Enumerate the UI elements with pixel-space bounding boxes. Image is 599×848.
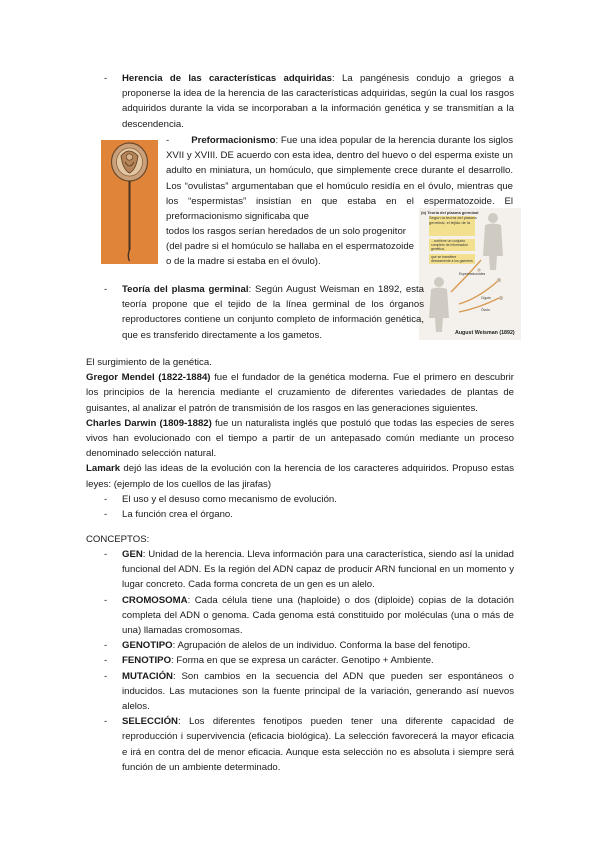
- bullet-dash: -: [104, 493, 108, 505]
- concept-item-genotipo: [104, 638, 514, 653]
- label-ovum: Óvulo: [481, 308, 490, 312]
- concept-body: [122, 547, 514, 593]
- bullet-dash: -: [104, 509, 108, 521]
- caption-line: (b) Teoría del plasma germinal: [421, 210, 479, 215]
- herencia-title: Herencia de las características adquiridas: [122, 73, 333, 84]
- figure-label-2: que se transfiere directamente a los gametos.: [431, 255, 474, 263]
- concept-term: GEN: [122, 549, 143, 560]
- concept-body: [122, 714, 514, 775]
- label-sperm: Espermatozoides: [459, 272, 486, 276]
- mendel-name: Gregor Mendel (1822-1884): [86, 372, 211, 384]
- concept-term: SELECCIÓN: [122, 716, 178, 728]
- plasma-paragraph: [122, 282, 424, 343]
- conceptos-heading: CONCEPTOS:: [86, 534, 150, 545]
- preformacionismo-text: : Fue una idea popular de la herencia durante los siglos XVII y XVIII. DE acuerdo con esta idea, dentro del huevo o del esperma existe un adulto en miniatura, un homúculo, que simplemente crece durante el desarrollo. Los “ovulistas” argumentaban que el homúculo residía en el óvulo, mientras que los “espermistas” insistían en que estaba en el espermatozoide. El preformacionismo significaba que: [166, 135, 513, 223]
- surgimiento-section: [86, 355, 514, 522]
- homunculus-image: [101, 140, 158, 264]
- herencia-text: : La pangénesis condujo a griegos a proponerse la idea de la herencia de las características adquiridas, según la cual los rasgos adquiridos durante la vida se incorporaban a la información genética y se transmitían a la descendencia.: [122, 73, 514, 130]
- concept-item-seleccion: [104, 714, 514, 775]
- figure-caption: [421, 210, 479, 225]
- concept-body: [122, 638, 514, 653]
- plasma-title: Teoría del plasma germinal: [122, 284, 249, 295]
- concept-text: : Los diferentes fenotipos pueden tener una diferente capacidad de reproducción i supervivencia (eficacia biológica). La selección favorecerá la mayor eficacia e irá en contra del de menor eficacia. Aunque esta selección no es absoluta i siempre será función de un ambiente determinado.: [122, 716, 514, 773]
- plasma-text: : Según August Weisman en 1892, esta teoría propone que el tejido de la línea germinal de los órganos reproductores contiene un conjunto completo de información genética, que es transferido directamente a los gametos.: [122, 284, 424, 341]
- label-zygote: Cigoto: [481, 296, 491, 300]
- bullet-dash: -: [104, 640, 108, 652]
- darwin-text: fue un naturalista inglés que postuló que todas las especies de seres vivos han evolucionado con el tiempo a partir de un antepasado común mediante un proceso denominado selección natural.: [86, 417, 514, 460]
- concept-item-cromosoma: [104, 593, 514, 639]
- mendel-paragraph: [86, 370, 514, 416]
- concept-term: MUTACIÓN: [122, 670, 173, 682]
- concept-text: : Son cambios en la secuencia del ADN que pueden ser espontáneos o inducidos. Las mutaciones son la fuente principal de la variación, generando así nuevos alelos.: [122, 670, 514, 713]
- bullet-dash: -: [166, 135, 170, 146]
- concept-term: GENOTIPO: [122, 640, 173, 652]
- bullet-dash: -: [104, 594, 108, 606]
- bullet-dash: -: [104, 716, 108, 728]
- concept-body: [122, 669, 514, 715]
- concept-text: : Unidad de la herencia. Lleva información para una característica, siendo así la unidad funcional del ADN. Es la región del ADN capaz de producir ARN funcional en un momento y lugar concreto. Cada forma concreta de un gen es un alelo.: [122, 549, 514, 591]
- bullet-dash: -: [104, 670, 108, 682]
- bullet-plasma-germinal: [104, 282, 424, 343]
- concept-term: CROMOSOMA: [122, 594, 188, 606]
- concept-text: : Agrupación de alelos de un individuo. Conforma la base del fenotipo.: [172, 640, 471, 652]
- darwin-paragraph: [86, 416, 514, 462]
- herencia-paragraph: [122, 71, 514, 132]
- concept-text: : Forma en que se expresa un carácter. Genotipo + Ambiente.: [171, 655, 434, 667]
- figure-credit: August Weisman (1892): [455, 330, 515, 336]
- concept-item-gen: [104, 547, 514, 593]
- darwin-name: Charles Darwin (1809-1882): [86, 417, 212, 429]
- bullet-dash: -: [104, 284, 108, 295]
- lamark-text: dejó las ideas de la evolución con la herencia de los caracteres adquiridos. Propuso estas leyes: (ejemplo de los cuellos de las jirafas): [86, 463, 514, 490]
- ley-text: El uso y el desuso como mecanismo de evolución.: [122, 493, 337, 505]
- concept-body: [122, 653, 514, 668]
- surgimiento-heading: El surgimiento de la genética.: [86, 357, 212, 368]
- figure-label-1: ...contiene un conjunto completo de información genética,: [431, 239, 468, 251]
- concept-item-mutacion: [104, 669, 514, 715]
- concept-term: FENOTIPO: [122, 655, 172, 667]
- caption-line: Según la teoría del plasma: [429, 215, 477, 220]
- lamark-paragraph: [86, 461, 514, 491]
- homunculus-drawing: [101, 140, 158, 264]
- concept-text: : Cada célula tiene una (haploide) o dos (diploide) copias de la dotación completa del ADN o genoma. Cada genoma está constituido por moléculas (una o más de una) llamadas cromosomas.: [122, 594, 514, 637]
- lamark-name: Lamark: [86, 463, 121, 475]
- bullet-dash: -: [104, 655, 108, 667]
- preformacionismo-title: Preformacionismo: [191, 135, 276, 146]
- mendel-text: fue el fundador de la genética moderna. Fue el primero en descubrir los principios de la herencia mediante el cruzamiento de diferentes variedades de plantas de guisantes, al analizar el patrón de transmisión de los rasgos en las generaciones siguientes.: [86, 372, 515, 414]
- ley-text: La función crea el órgano.: [122, 509, 233, 521]
- bullet-dash: -: [104, 73, 108, 84]
- preformacionismo-side-text: todos los rasgos serían heredados de un solo progenitor (del padre si el homúculo se hallaba en el espermatozoide o de la madre si estaba en el óvulo).: [166, 226, 414, 268]
- weismann-figure: [419, 208, 521, 340]
- ley-item: [86, 507, 514, 522]
- caption-line: germinal, el tejido de la: [429, 220, 471, 225]
- ley-item: [86, 492, 514, 507]
- bullet-dash: -: [104, 549, 108, 560]
- conceptos-list: [104, 547, 514, 775]
- concept-item-fenotipo: [104, 653, 514, 668]
- concept-body: [122, 593, 514, 639]
- bullet-herencia: [104, 71, 514, 132]
